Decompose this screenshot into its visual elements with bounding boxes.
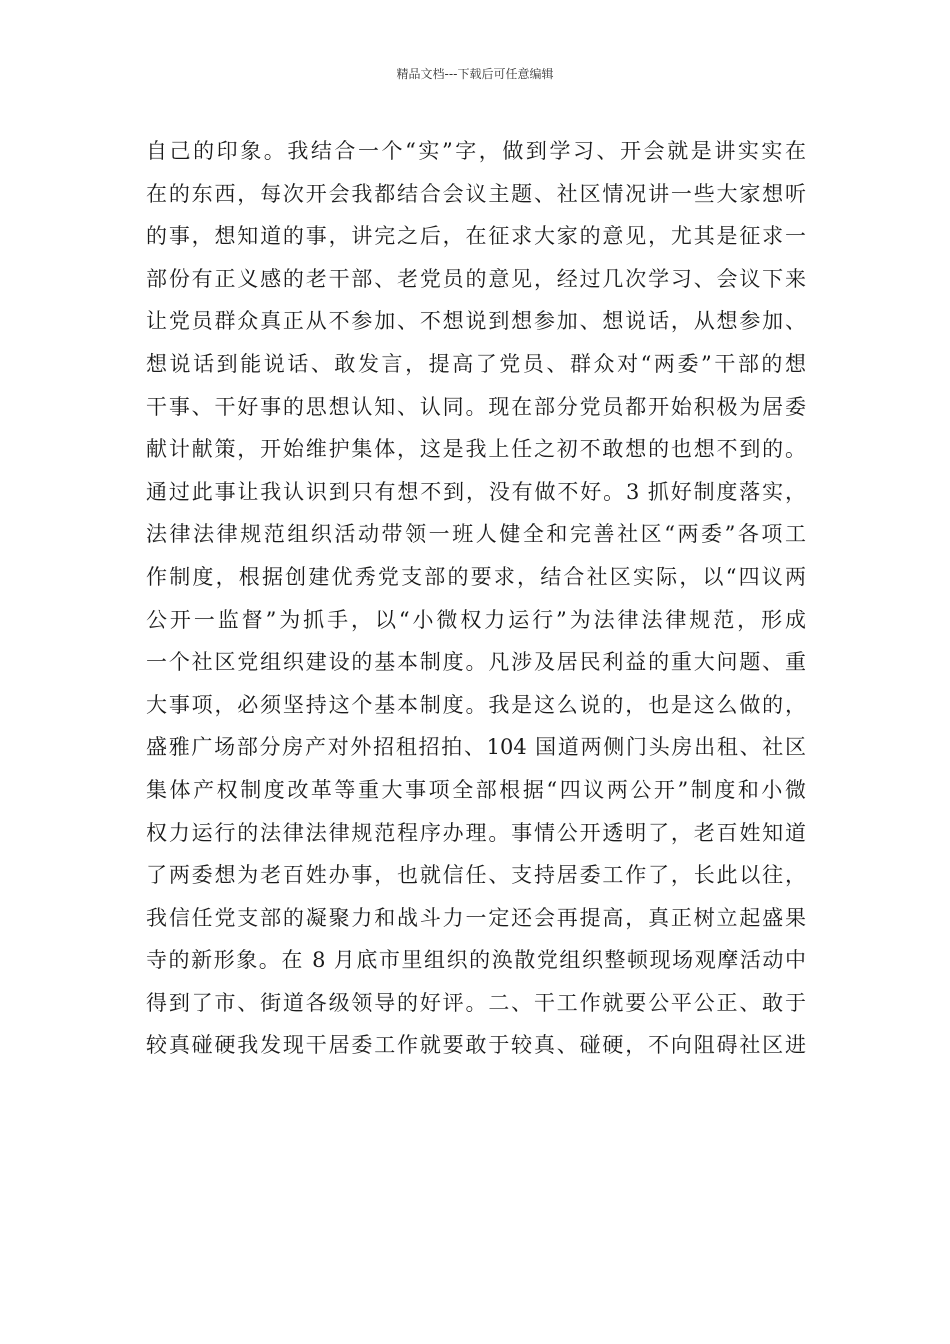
body-line: 寺的新形象。在 8 月底市里组织的涣散党组织整顿现场观摩活动中 xyxy=(146,948,806,973)
body-line: 让党员群众真正从不参加、不想说到想参加、想说话，从想参加、 xyxy=(146,309,806,334)
body-line: 献计献策，开始维护集体，这是我上任之初不敢想的也想不到的。 xyxy=(146,437,806,462)
body-line: 自己的印象。我结合一个“实”字，做到学习、开会就是讲实实在 xyxy=(146,139,806,163)
body-line: 我信任党支部的凝聚力和战斗力一定还会再提高，真正树立起盛果 xyxy=(146,905,806,930)
body-line: 干事、干好事的思想认知、认同。现在部分党员都开始积极为居委 xyxy=(146,394,806,419)
body-line: 了两委想为老百姓办事，也就信任、支持居委工作了，长此以往， xyxy=(146,863,806,888)
body-line: 一个社区党组织建设的基本制度。凡涉及居民利益的重大问题、重 xyxy=(146,650,806,675)
body-text xyxy=(146,130,806,1067)
body-line: 部份有正义感的老干部、老党员的意见，经过几次学习、会议下来 xyxy=(146,266,806,291)
body-line: 的事，想知道的事，讲完之后，在征求大家的意见，尤其是征求一 xyxy=(146,224,806,249)
body-line: 盛雅广场部分房产对外招租招拍、104 国道两侧门头房出租、社区 xyxy=(146,735,806,760)
body-line: 大事项，必须坚持这个基本制度。我是这么说的，也是这么做的， xyxy=(146,692,806,717)
body-line: 集体产权制度改革等重大事项全部根据“四议两公开”制度和小微 xyxy=(146,777,806,802)
body-line: 想说话到能说话、敢发言，提高了党员、群众对“两委”干部的想 xyxy=(146,351,806,376)
body-line: 权力运行的法律法律规范程序办理。事情公开透明了，老百姓知道 xyxy=(146,820,806,845)
page-header: 精品文档---下载后可任意编辑 xyxy=(396,67,554,81)
body-line: 作制度，根据创建优秀党支部的要求，结合社区实际，以“四议两 xyxy=(146,564,806,589)
body-line: 在的东西，每次开会我都结合会议主题、社区情况讲一些大家想听 xyxy=(146,181,806,206)
body-line: 法律法律规范组织活动带领一班人健全和完善社区“两委”各项工 xyxy=(146,522,806,547)
body-line: 得到了市、街道各级领导的好评。二、干工作就要公平公正、敢于 xyxy=(146,990,806,1015)
body-line: 通过此事让我认识到只有想不到，没有做不好。3 抓好制度落实， xyxy=(146,479,806,504)
body-line: 较真碰硬我发现干居委工作就要敢于较真、碰硬，不向阻碍社区进 xyxy=(146,1033,806,1058)
body-line: 公开一监督”为抓手，以“小微权力运行”为法律法律规范，形成 xyxy=(146,607,806,632)
